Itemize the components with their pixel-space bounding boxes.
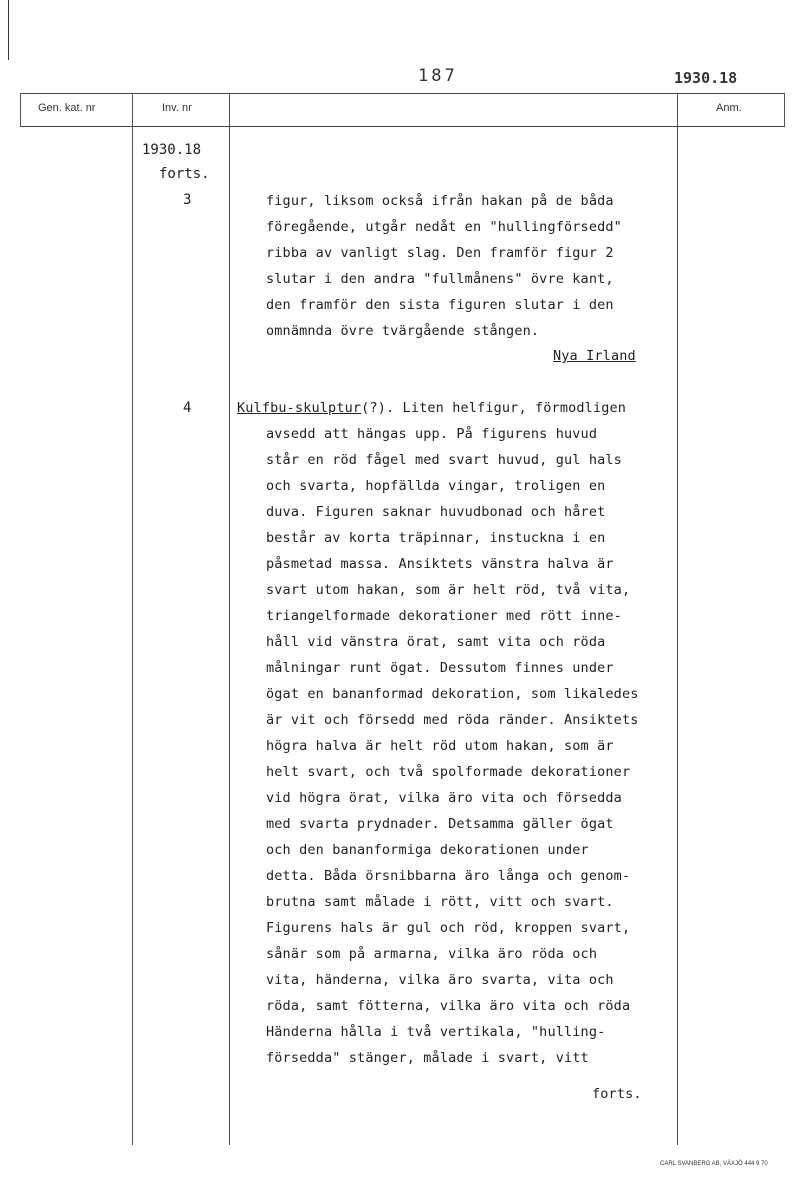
item-number-3: 3: [183, 192, 192, 208]
item-number-4: 4: [183, 400, 192, 416]
entry4-line: vid högra örat, vilka äro vita och försedda: [266, 790, 622, 806]
entry4-title: Kulfbu-skulptur: [237, 400, 362, 416]
entry4-line: detta. Båda örsnibbarna äro långa och genom-: [266, 868, 631, 884]
entry4-line: duva. Figuren saknar huvudbonad och håret: [266, 504, 606, 520]
entry3-place: Nya Irland: [553, 348, 636, 364]
page-number: 187: [418, 66, 458, 86]
header-bottom-rule: [20, 126, 785, 127]
entry4-line: vita, händerna, vilka äro svarta, vita och: [266, 972, 614, 988]
printer-mark: CARL SVANBERG AB, VÄXJÖ 444 9 70: [660, 1161, 768, 1167]
right-border: [784, 93, 785, 127]
col-divider-text-anm: [677, 93, 678, 1145]
entry4-line: högra halva är helt röd utom hakan, som är: [266, 738, 614, 754]
entry4-line: svart utom hakan, som är helt röd, två vita,: [266, 582, 631, 598]
entry4-first-line: [237, 400, 626, 416]
inventory-number: 1930.18: [142, 142, 202, 158]
entry3-line: föregående, utgår nedåt en "hullingförsedd": [266, 219, 622, 235]
entry3-line: den framför den sista figuren slutar i den: [266, 297, 614, 313]
entry3-line: ribba av vanligt slag. Den framför figur 2: [266, 245, 614, 261]
entry4-line: med svarta prydnader. Detsamma gäller ögat: [266, 816, 614, 832]
entry4-line: sånär som på armarna, vilka äro röda och: [266, 946, 598, 962]
entry4-line: håll vid vänstra örat, samt vita och röda: [266, 634, 606, 650]
inventory-continued: forts.: [159, 166, 210, 182]
entry4-line: består av korta träpinnar, instuckna i en: [266, 530, 606, 546]
col-divider-inv-text: [229, 93, 230, 1145]
entry4-line: röda, samt fötterna, vilka äro vita och röda: [266, 998, 631, 1014]
entry4-line: påsmetad massa. Ansiktets vänstra halva är: [266, 556, 614, 572]
header-inv-nr: Inv. nr: [162, 102, 192, 114]
entry4-line: och svarta, hopfällda vingar, troligen en: [266, 478, 606, 494]
left-border: [20, 93, 21, 127]
entry3-line: figur, liksom också ifrån hakan på de båda: [266, 193, 614, 209]
entry3-line: omnämnda övre tvärgående stången.: [266, 323, 540, 339]
entry4-continued: forts.: [592, 1086, 642, 1102]
entry4-line: Händerna hålla i två vertikala, "hulling-: [266, 1024, 606, 1040]
entry4-line: och den bananformiga dekorationen under: [266, 842, 589, 858]
entry4-line: avsedd att hängas upp. På figurens huvud: [266, 426, 598, 442]
col-divider-gen-inv: [132, 93, 133, 1145]
entry4-line: Figurens hals är gul och röd, kroppen svart,: [266, 920, 631, 936]
entry4-line: målningar runt ögat. Dessutom finnes under: [266, 660, 614, 676]
entry3-line: slutar i den andra "fullmånens" övre kant,: [266, 271, 614, 287]
entry4-line: triangelformade dekorationer med rött inne-: [266, 608, 622, 624]
entry4-line: är vit och försedd med röda ränder. Ansiktets: [266, 712, 639, 728]
left-edge-line: [8, 0, 9, 60]
header-gen-kat-nr: Gen. kat. nr: [38, 102, 96, 114]
entry4-line: ögat en bananformad dekoration, som likaledes: [266, 686, 639, 702]
entry4-line: helt svart, och två spolformade dekorationer: [266, 764, 631, 780]
reference-number: 1930.18: [674, 69, 738, 87]
entry4-title-suffix: (?). Liten helfigur, förmodligen: [361, 400, 627, 416]
entry4-line: står en röd fågel med svart huvud, gul hals: [266, 452, 622, 468]
header-anm: Anm.: [716, 102, 742, 114]
header-top-rule: [20, 93, 785, 94]
entry4-line: brutna samt målade i rött, vitt och svart.: [266, 894, 614, 910]
entry4-line: försedda" stänger, målade i svart, vitt: [266, 1050, 589, 1066]
